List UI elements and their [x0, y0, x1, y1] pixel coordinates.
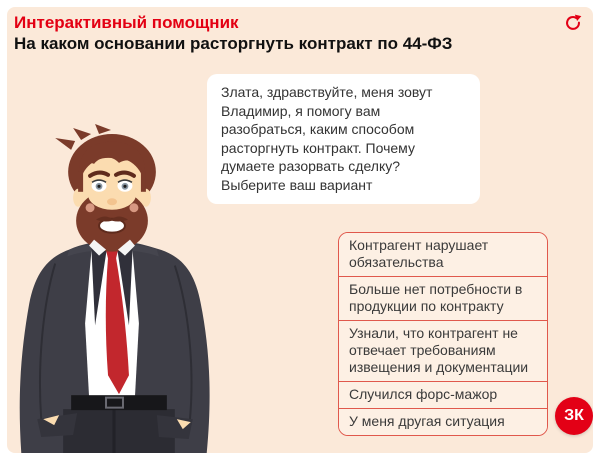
consultant-illustration	[7, 124, 222, 453]
option-other-situation[interactable]: У меня другая ситуация	[339, 409, 547, 435]
assistant-message-bubble	[207, 74, 480, 204]
option-contractor-violates[interactable]: Контрагент нарушает обязательства	[339, 233, 547, 277]
option-force-majeure[interactable]: Случился форс-мажор	[339, 382, 547, 409]
restart-icon	[564, 14, 582, 32]
widget-header	[14, 13, 452, 54]
consultant-man-illustration	[7, 124, 222, 453]
widget-title: Интерактивный помощник	[14, 13, 239, 32]
restart-button[interactable]	[562, 12, 584, 34]
option-requirements-mismatch[interactable]: Узнали, что контрагент не отвечает требованиям извещения и документации	[339, 321, 547, 382]
widget-panel	[7, 7, 593, 453]
widget-subtitle: На каком основании расторгнуть контракт по 44-ФЗ	[14, 34, 453, 53]
options-list	[338, 232, 548, 436]
assistant-message-text: Злата, здравствуйте, меня зовут Владимир, я помогу вам разобраться, каким способом расторгнуть контракт. Почему думаете разорвать сделку? Выберите ваш вариант	[221, 84, 433, 193]
zk-badge-button[interactable]: ЗК	[555, 397, 593, 435]
option-no-need-for-products[interactable]: Больше нет потребности в продукции по контракту	[339, 277, 547, 321]
